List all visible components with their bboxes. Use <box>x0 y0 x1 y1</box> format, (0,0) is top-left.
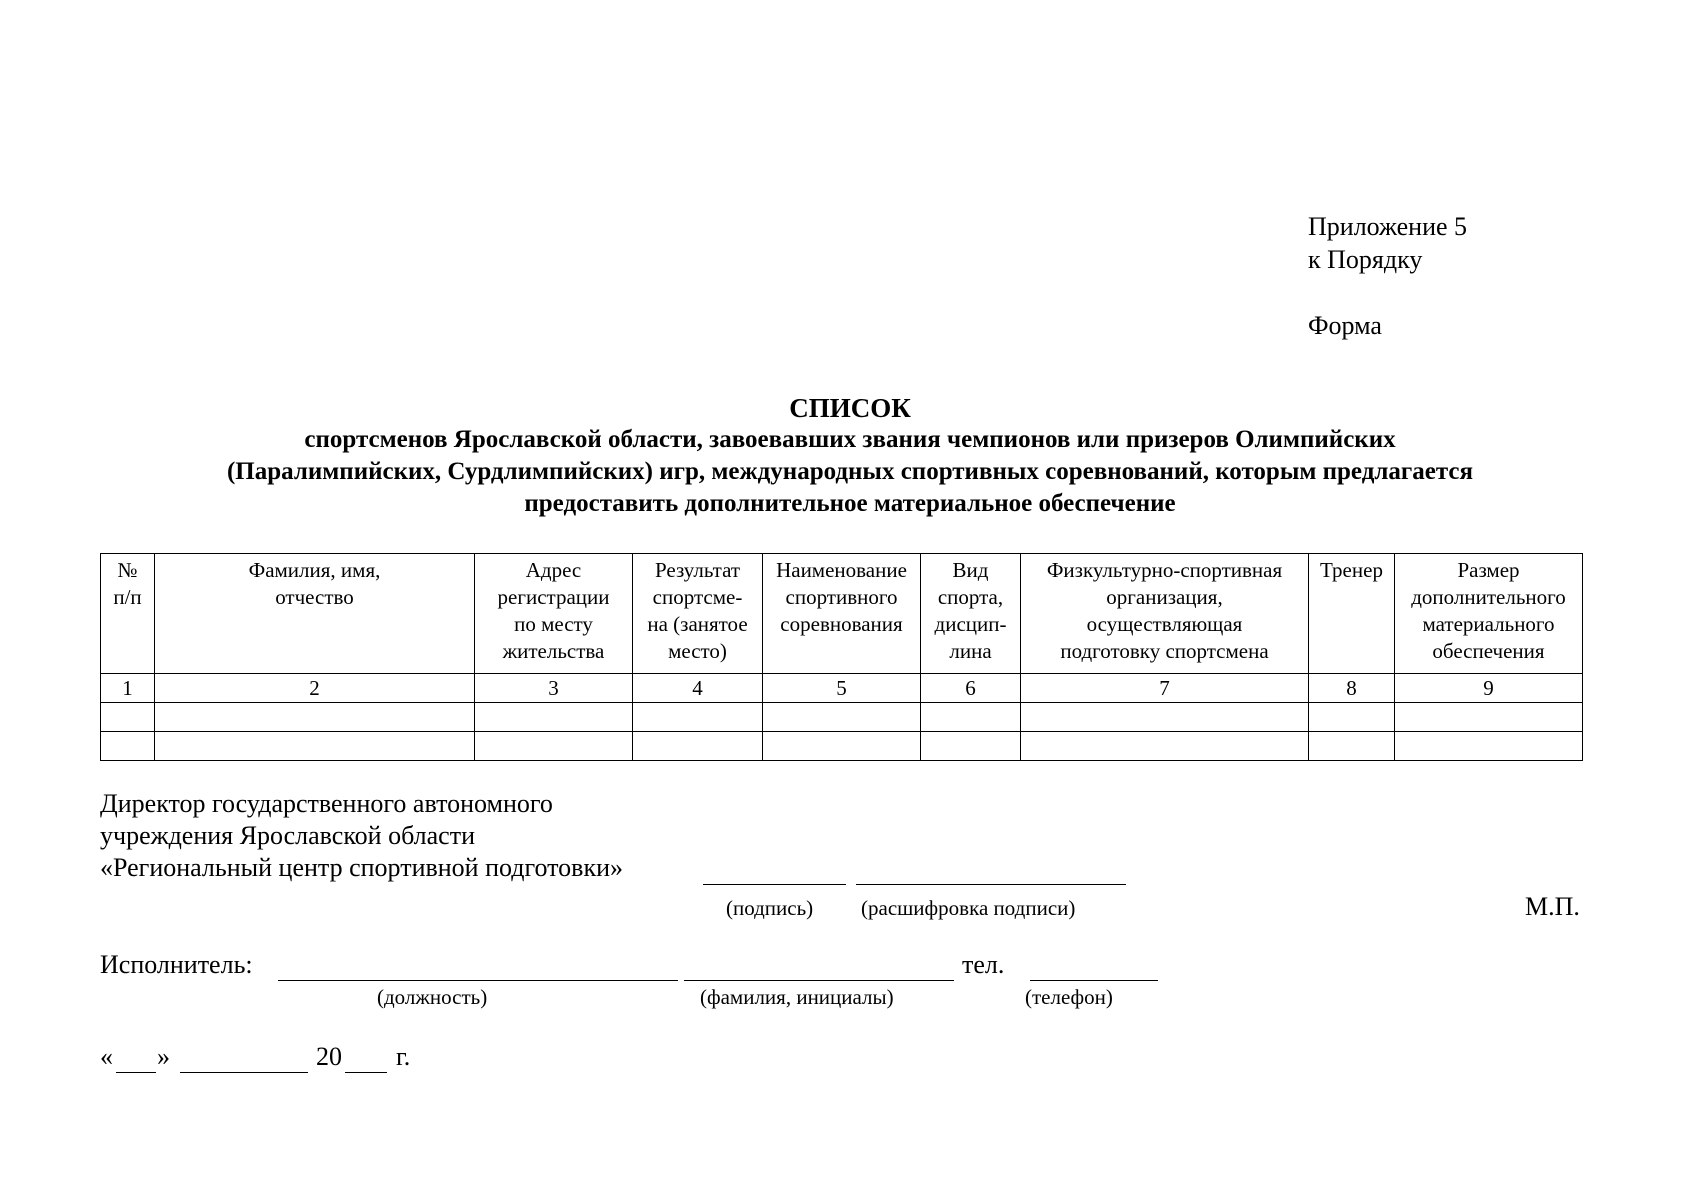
phone-label: тел. <box>962 950 1005 979</box>
table-cell <box>921 732 1021 761</box>
column-header-line: дополнительного <box>1411 585 1566 609</box>
signature-caption: (подпись) <box>726 896 814 920</box>
table-cell <box>1021 703 1309 732</box>
signature-line <box>703 884 846 885</box>
date-day-line <box>116 1072 156 1073</box>
column-header-line: соревнования <box>780 612 903 636</box>
table-cell <box>1021 732 1309 761</box>
column-header-line: обеспечения <box>1432 639 1545 663</box>
appendix-block <box>1308 210 1467 342</box>
column-header-line: спорта, <box>937 585 1004 609</box>
table-cell <box>101 732 155 761</box>
column-header <box>921 554 1021 674</box>
table-cell <box>1309 703 1395 732</box>
table-cell <box>475 703 633 732</box>
table-cell <box>155 703 475 732</box>
table-cell <box>921 703 1021 732</box>
column-header-line: Результат <box>654 558 741 582</box>
column-header-line: дисцип- <box>934 612 1007 636</box>
column-header-line: материального <box>1422 612 1555 636</box>
column-header-line: организация, <box>1106 585 1223 609</box>
table-cell <box>475 732 633 761</box>
form-label: Форма <box>1308 311 1382 340</box>
date-month-line <box>180 1072 308 1073</box>
column-header-line: спортивного <box>785 585 898 609</box>
column-header <box>763 554 921 674</box>
column-header-line: отчество <box>275 585 354 609</box>
column-header-line: на (занятое <box>647 612 748 636</box>
column-header <box>1309 554 1395 674</box>
column-header-line: по месту <box>514 612 593 636</box>
column-header-line: лина <box>949 639 992 663</box>
athletes-table <box>100 553 1583 761</box>
date-close-quote: » <box>157 1042 170 1071</box>
table-header-row <box>101 554 1583 674</box>
column-number-cell: 5 <box>763 674 921 703</box>
table-cell <box>633 703 763 732</box>
column-header-line: Тренер <box>1320 558 1383 582</box>
table-row <box>101 732 1583 761</box>
date-open-quote: « <box>100 1042 113 1071</box>
column-header-line: подготовку спортсмена <box>1060 639 1269 663</box>
table-cell <box>101 703 155 732</box>
column-header <box>101 554 155 674</box>
column-number-row <box>101 674 1583 703</box>
column-number-cell: 3 <box>475 674 633 703</box>
executor-phone-line <box>1030 980 1158 981</box>
phone-caption: (телефон) <box>1025 985 1113 1009</box>
date-year-prefix: 20 <box>316 1042 342 1071</box>
column-header-line: место) <box>668 639 727 663</box>
column-header-line: Наименование <box>776 558 907 582</box>
table-cell <box>763 703 921 732</box>
director-title-line-2: учреждения Ярославской области <box>100 821 475 850</box>
title-line-1: спортсменов Ярославской области, завоевавших звания чемпионов или призеров Олимпийских <box>304 426 1396 453</box>
table-cell <box>633 732 763 761</box>
date-year-line <box>345 1072 387 1073</box>
table-cell <box>763 732 921 761</box>
executor-label: Исполнитель: <box>100 950 253 979</box>
title-main: СПИСОК <box>789 393 911 423</box>
column-number-cell: 2 <box>155 674 475 703</box>
table-cell <box>1395 703 1583 732</box>
executor-name-line <box>684 980 954 981</box>
title-line-2: (Паралимпийских, Сурдлимпийских) игр, международных спортивных соревнований, которым предлагается <box>226 458 1474 485</box>
column-header <box>1395 554 1583 674</box>
table-row <box>101 703 1583 732</box>
director-title-line-3: «Региональный центр спортивной подготовки» <box>100 853 623 882</box>
table-cell <box>1309 732 1395 761</box>
title-line-3: предоставить дополнительное материальное обеспечение <box>524 490 1176 517</box>
column-header <box>155 554 475 674</box>
table-cell <box>1395 732 1583 761</box>
document-title <box>80 392 1620 520</box>
appendix-label: Приложение 5 <box>1308 212 1468 241</box>
column-header-line: осуществляющая <box>1086 612 1243 636</box>
column-header-line: № <box>117 558 138 582</box>
column-header-line: Размер <box>1457 558 1520 582</box>
executor-position-line <box>278 980 678 981</box>
column-header <box>1021 554 1309 674</box>
column-header-line: Адрес <box>525 558 582 582</box>
column-number-cell: 9 <box>1395 674 1583 703</box>
column-number-cell: 8 <box>1309 674 1395 703</box>
table-cell <box>155 732 475 761</box>
column-number-cell: 1 <box>101 674 155 703</box>
column-header-line: Фамилия, имя, <box>248 558 381 582</box>
column-header-line: п/п <box>113 585 142 609</box>
column-header <box>475 554 633 674</box>
column-number-cell: 6 <box>921 674 1021 703</box>
date-year-suffix: г. <box>396 1042 411 1071</box>
signature-decode-line <box>856 884 1126 885</box>
stamp-place-label: М.П. <box>1525 892 1580 921</box>
column-header-line: Физкультурно-спортивная <box>1046 558 1283 582</box>
column-number-cell: 7 <box>1021 674 1309 703</box>
signature-decode-caption: (расшифровка подписи) <box>861 896 1076 920</box>
director-title-line-1: Директор государственного автономного <box>100 789 553 818</box>
name-caption: (фамилия, инициалы) <box>700 985 894 1009</box>
director-signature-block <box>100 788 623 884</box>
column-header-line: спортсме- <box>652 585 743 609</box>
column-header-line: Вид <box>952 558 989 582</box>
position-caption: (должность) <box>377 985 488 1009</box>
column-header-line: регистрации <box>497 585 610 609</box>
column-header-line: жительства <box>502 639 605 663</box>
column-number-cell: 4 <box>633 674 763 703</box>
appendix-reference: к Порядку <box>1308 245 1423 274</box>
column-header <box>633 554 763 674</box>
